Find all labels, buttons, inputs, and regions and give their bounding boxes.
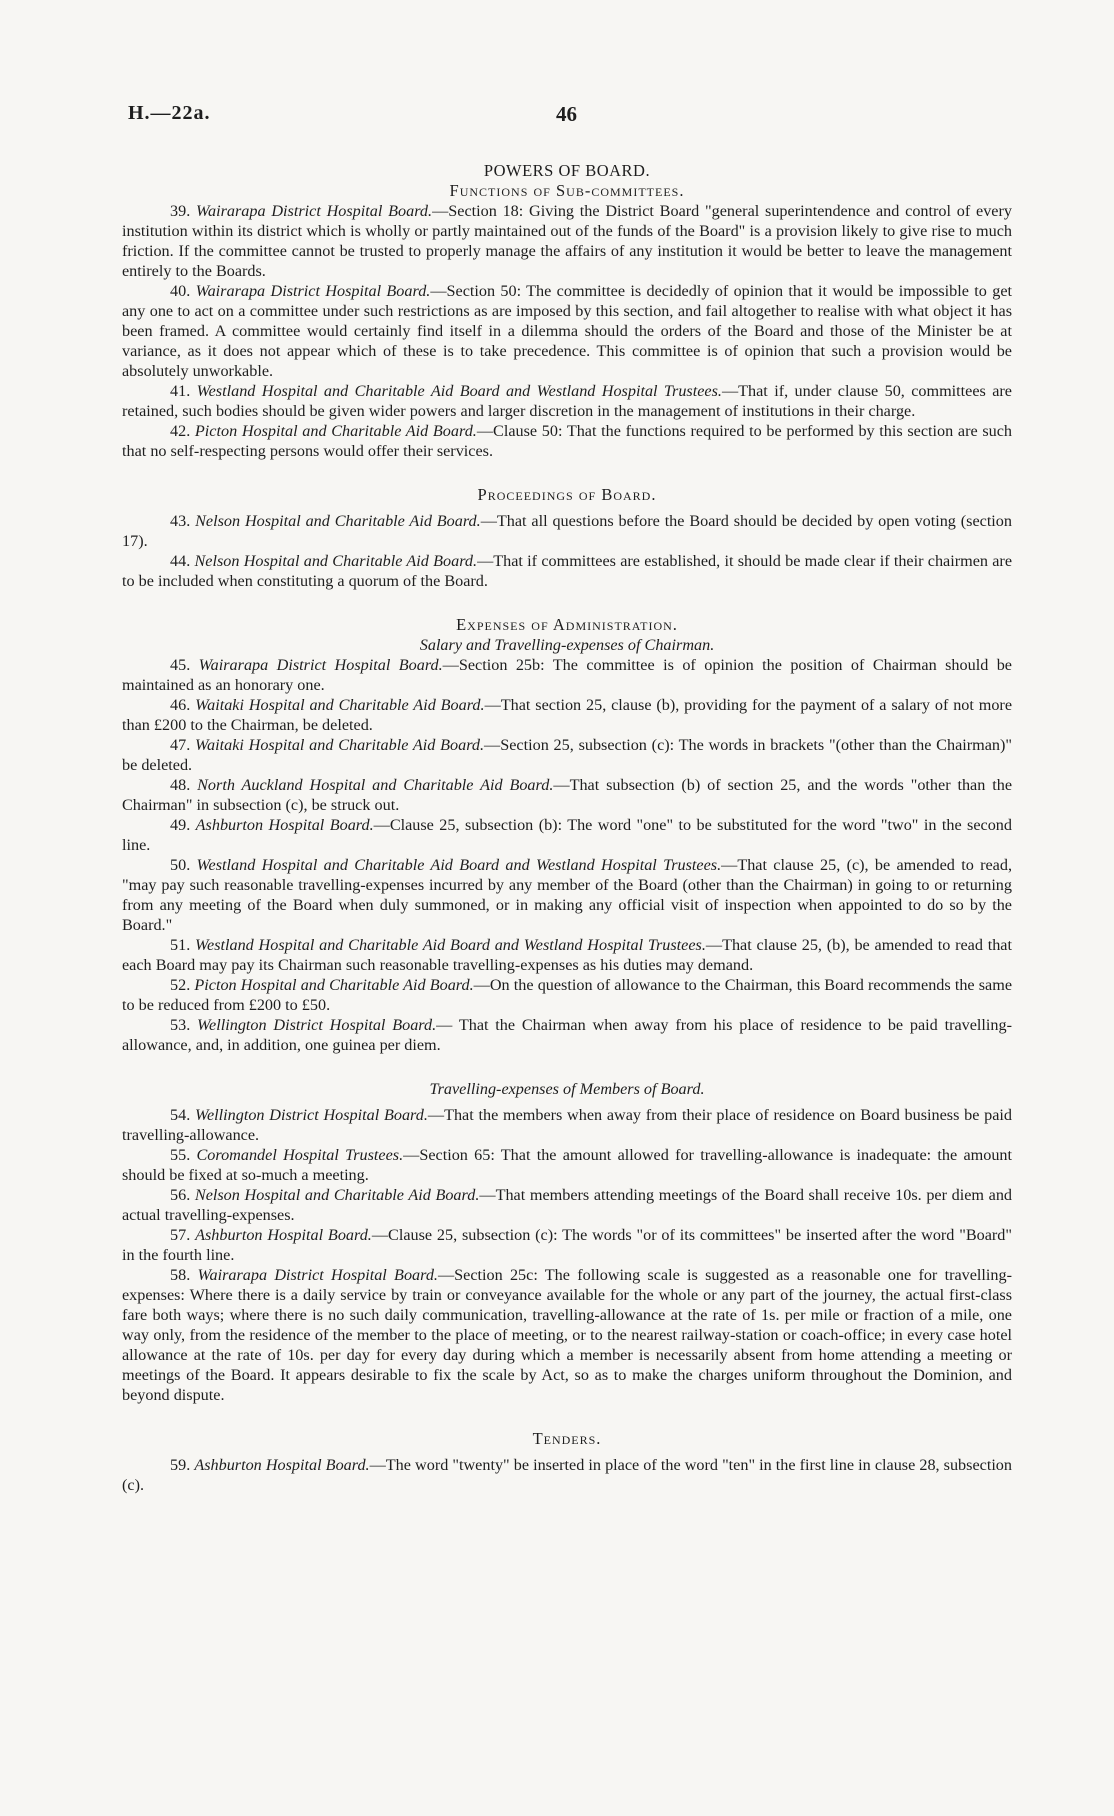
paragraph: 41. Westland Hospital and Charitable Aid Board and Westland Hospital Trustees.—That if, under clause 50, committees are retained, such bodies should be given wider powers and larger discretion in the management of institutions in their charge. [122, 382, 1012, 420]
document-body [122, 158, 1012, 1495]
paragraph: 53. Wellington District Hospital Board.— That the Chairman when away from his place of residence to be paid travelling-allowance, and, in addition, one guinea per diem. [122, 1016, 1012, 1054]
section-heading: Tenders. [532, 1429, 602, 1448]
paragraph: 43. Nelson Hospital and Charitable Aid Board.—That all questions before the Board should be decided by open voting (section 17). [122, 512, 1012, 550]
paragraph: 59. Ashburton Hospital Board.—The word "twenty" be inserted in place of the word "ten" in the first line in clause 28, subsection (c). [122, 1456, 1012, 1494]
paragraph: 51. Westland Hospital and Charitable Aid Board and Westland Hospital Trustees.—That clause 25, (b), be amended to read that each Board may pay its Chairman such reasonable travelling-expenses as his duties may demand. [122, 936, 1012, 974]
section-heading: Expenses of Administration. [456, 615, 678, 634]
section-expenses [122, 655, 1012, 1055]
section-tenders [122, 1455, 1012, 1495]
paragraph: 49. Ashburton Hospital Board.—Clause 25, subsection (b): The word "one" to be substituted for the word "two" in the second line. [122, 816, 1012, 854]
section-heading: Functions of Sub-committees. [449, 181, 685, 200]
paragraph: 48. North Auckland Hospital and Charitable Aid Board.—That subsection (b) of section 25, and the words "other than the Chairman" in subsection (c), be struck out. [122, 776, 1012, 814]
paragraph: 39. Wairarapa District Hospital Board.—Section 18: Giving the District Board "general superintendence and control of every institution within its district which is wholly or partly maintained out of the funds of the Board" is a provision likely to give rise to much friction. If the committee cannot be trusted to properly manage the affairs of any institution it would be better to leave the management entirely to the Boards. [122, 202, 1012, 280]
section-members-expenses [122, 1105, 1012, 1405]
section-proceedings [122, 511, 1012, 591]
paragraph: 58. Wairarapa District Hospital Board.—Section 25c: The following scale is suggested as a reasonable one for travelling-expenses: Where there is a daily service by train or conveyance available for the whole or any part of the journey, the actual first-class fare both ways; where there is no such daily communication, travelling-allowance at the rate of 1s. per mile or fraction of a mile, one way only, from the residence of the member to the place of meeting, or to the nearest railway-station or coach-office; in every case hotel allowance at the rate of 10s. per day for every day during which a member is necessarily absent from home attending a meeting or meetings of the Board. It appears desirable to fix the scale by Act, so as to make the charges uniform throughout the Dominion, and beyond dispute. [122, 1266, 1012, 1404]
section-heading: Proceedings of Board. [477, 485, 657, 504]
paragraph: 50. Westland Hospital and Charitable Aid Board and Westland Hospital Trustees.—That clause 25, (c), be amended to read, "may pay such reasonable travelling-expenses incurred by any member of the Board (other than the Chairman) in going to or returning from any meeting of the Board when duly summoned, or in making any official visit of inspection when appointed to do so by the Board." [122, 856, 1013, 934]
page-title: POWERS OF BOARD. [483, 161, 651, 180]
paragraph: 55. Coromandel Hospital Trustees.—Section 65: That the amount allowed for travelling-allowance is inadequate: the amount should be fixed at so-much a meeting. [122, 1146, 1013, 1184]
page-number: 46 [556, 102, 577, 126]
paragraph: 45. Wairarapa District Hospital Board.—Section 25b: The committee is of opinion the position of Chairman should be maintained as an honorary one. [122, 656, 1012, 694]
document-reference: H.—22a. [128, 102, 211, 124]
paragraph: 47. Waitaki Hospital and Charitable Aid Board.—Section 25, subsection (c): The words in brackets "(other than the Chairman)" be deleted. [122, 736, 1013, 774]
paragraph: 57. Ashburton Hospital Board.—Clause 25, subsection (c): The words "or of its committees" be inserted after the word "Board" in the fourth line. [122, 1226, 1012, 1264]
paragraph: 46. Waitaki Hospital and Charitable Aid Board.—That section 25, clause (b), providing for the payment of a salary of not more than £200 to the Chairman, be deleted. [122, 696, 1013, 734]
section-subheading: Salary and Travelling-expenses of Chairman. [419, 636, 715, 654]
paragraph: 40. Wairarapa District Hospital Board.—Section 50: The committee is decidedly of opinion that it would be impossible to get any one to act on a committee under such restrictions as are imposed by this section, and fail altogether to realise with what object it has been framed. A committee would certainly find itself in a dilemma should the orders of the Board and those of the Minister be at variance, as it does not appear which of these is to take precedence. This committee is of opinion that such a provision would be absolutely unworkable. [122, 282, 1013, 380]
paragraph: 44. Nelson Hospital and Charitable Aid Board.—That if committees are established, it should be made clear if their chairmen are to be included when constituting a quorum of the Board. [122, 552, 1013, 590]
paragraph: 56. Nelson Hospital and Charitable Aid Board.—That members attending meetings of the Board shall receive 10s. per diem and actual travelling-expenses. [122, 1186, 1013, 1224]
paragraph: 42. Picton Hospital and Charitable Aid Board.—Clause 50: That the functions required to be performed by this section are such that no self-respecting persons would offer their services. [122, 422, 1012, 460]
section-subheading: Travelling-expenses of Members of Board. [429, 1080, 705, 1098]
paragraph: 54. Wellington District Hospital Board.—That the members when away from their place of residence on Board business be paid travelling-allowance. [122, 1106, 1013, 1144]
section-functions [122, 201, 1012, 461]
paragraph: 52. Picton Hospital and Charitable Aid Board.—On the question of allowance to the Chairman, this Board recommends the same to be reduced from £200 to £50. [122, 976, 1013, 1014]
